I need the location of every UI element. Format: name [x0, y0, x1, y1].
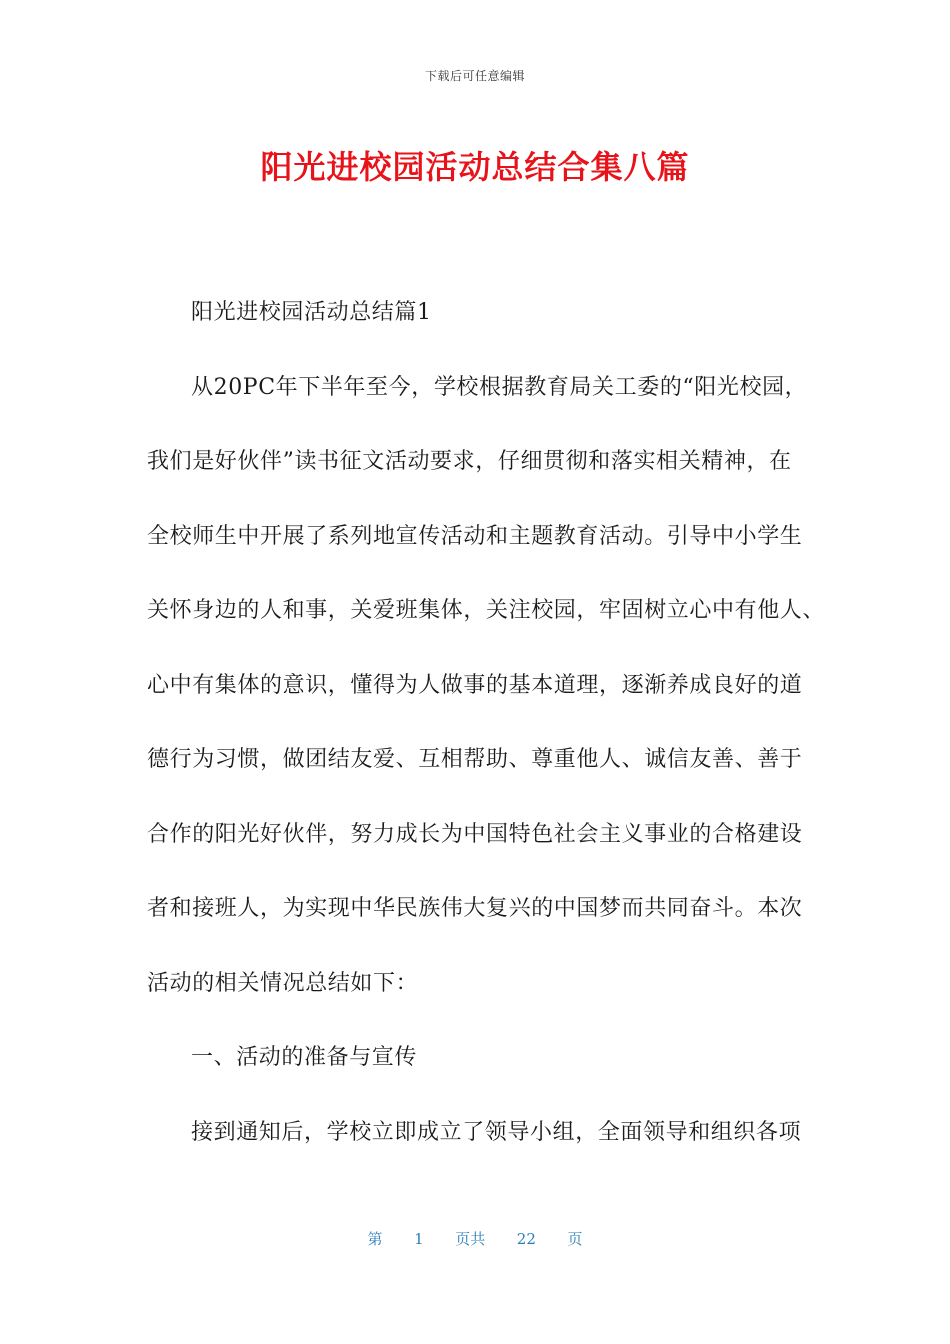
paragraph-line: 全校师生中开展了系列地宣传活动和主题教育活动。引导中小学生 — [147, 523, 803, 549]
paragraph-line: 者和接班人，为实现中华民族伟大复兴的中国梦而共同奋斗。本次 — [147, 896, 803, 921]
document-body — [147, 276, 826, 1170]
paragraph-line: 我们是好伙伴”读书征文活动要求，仔细贯彻和落实相关精神，在 — [147, 449, 792, 474]
footer-prefix: 第 — [367, 1230, 383, 1248]
header-note: 下载后可任意编辑 — [424, 69, 525, 83]
footer-suffix: 页 — [567, 1230, 583, 1248]
paragraph-line: 从20PC年下半年至今，学校根据教育局关工委的“阳光校园， — [191, 374, 808, 400]
page-footer — [0, 1228, 950, 1249]
paragraph-line: 合作的阳光好伙伴，努力成长为中国特色社会主义事业的合格建设 — [147, 821, 803, 847]
section-heading: 阳光进校园活动总结篇1 — [191, 300, 432, 325]
document-title: 阳光进校园活动总结合集八篇 — [260, 148, 690, 186]
footer-total-pages: 22 — [516, 1230, 536, 1248]
paragraph-line: 心中有集体的意识，懂得为人做事的基本道理，逐渐养成良好的道 — [147, 672, 803, 698]
subheading: 一、活动的准备与宣传 — [191, 1045, 418, 1070]
paragraph-line: 关怀身边的人和事，关爱班集体，关注校园，牢固树立心中有他人、 — [147, 598, 826, 623]
footer-middle: 页共 — [455, 1230, 486, 1248]
paragraph-line: 接到通知后，学校立即成立了领导小组，全面领导和组织各项 — [191, 1119, 802, 1145]
paragraph-line: 德行为习惯，做团结友爱、互相帮助、尊重他人、诚信友善、善于 — [147, 747, 803, 772]
footer-current-page: 1 — [414, 1230, 424, 1248]
paragraph-line: 活动的相关情况总结如下： — [147, 970, 419, 996]
